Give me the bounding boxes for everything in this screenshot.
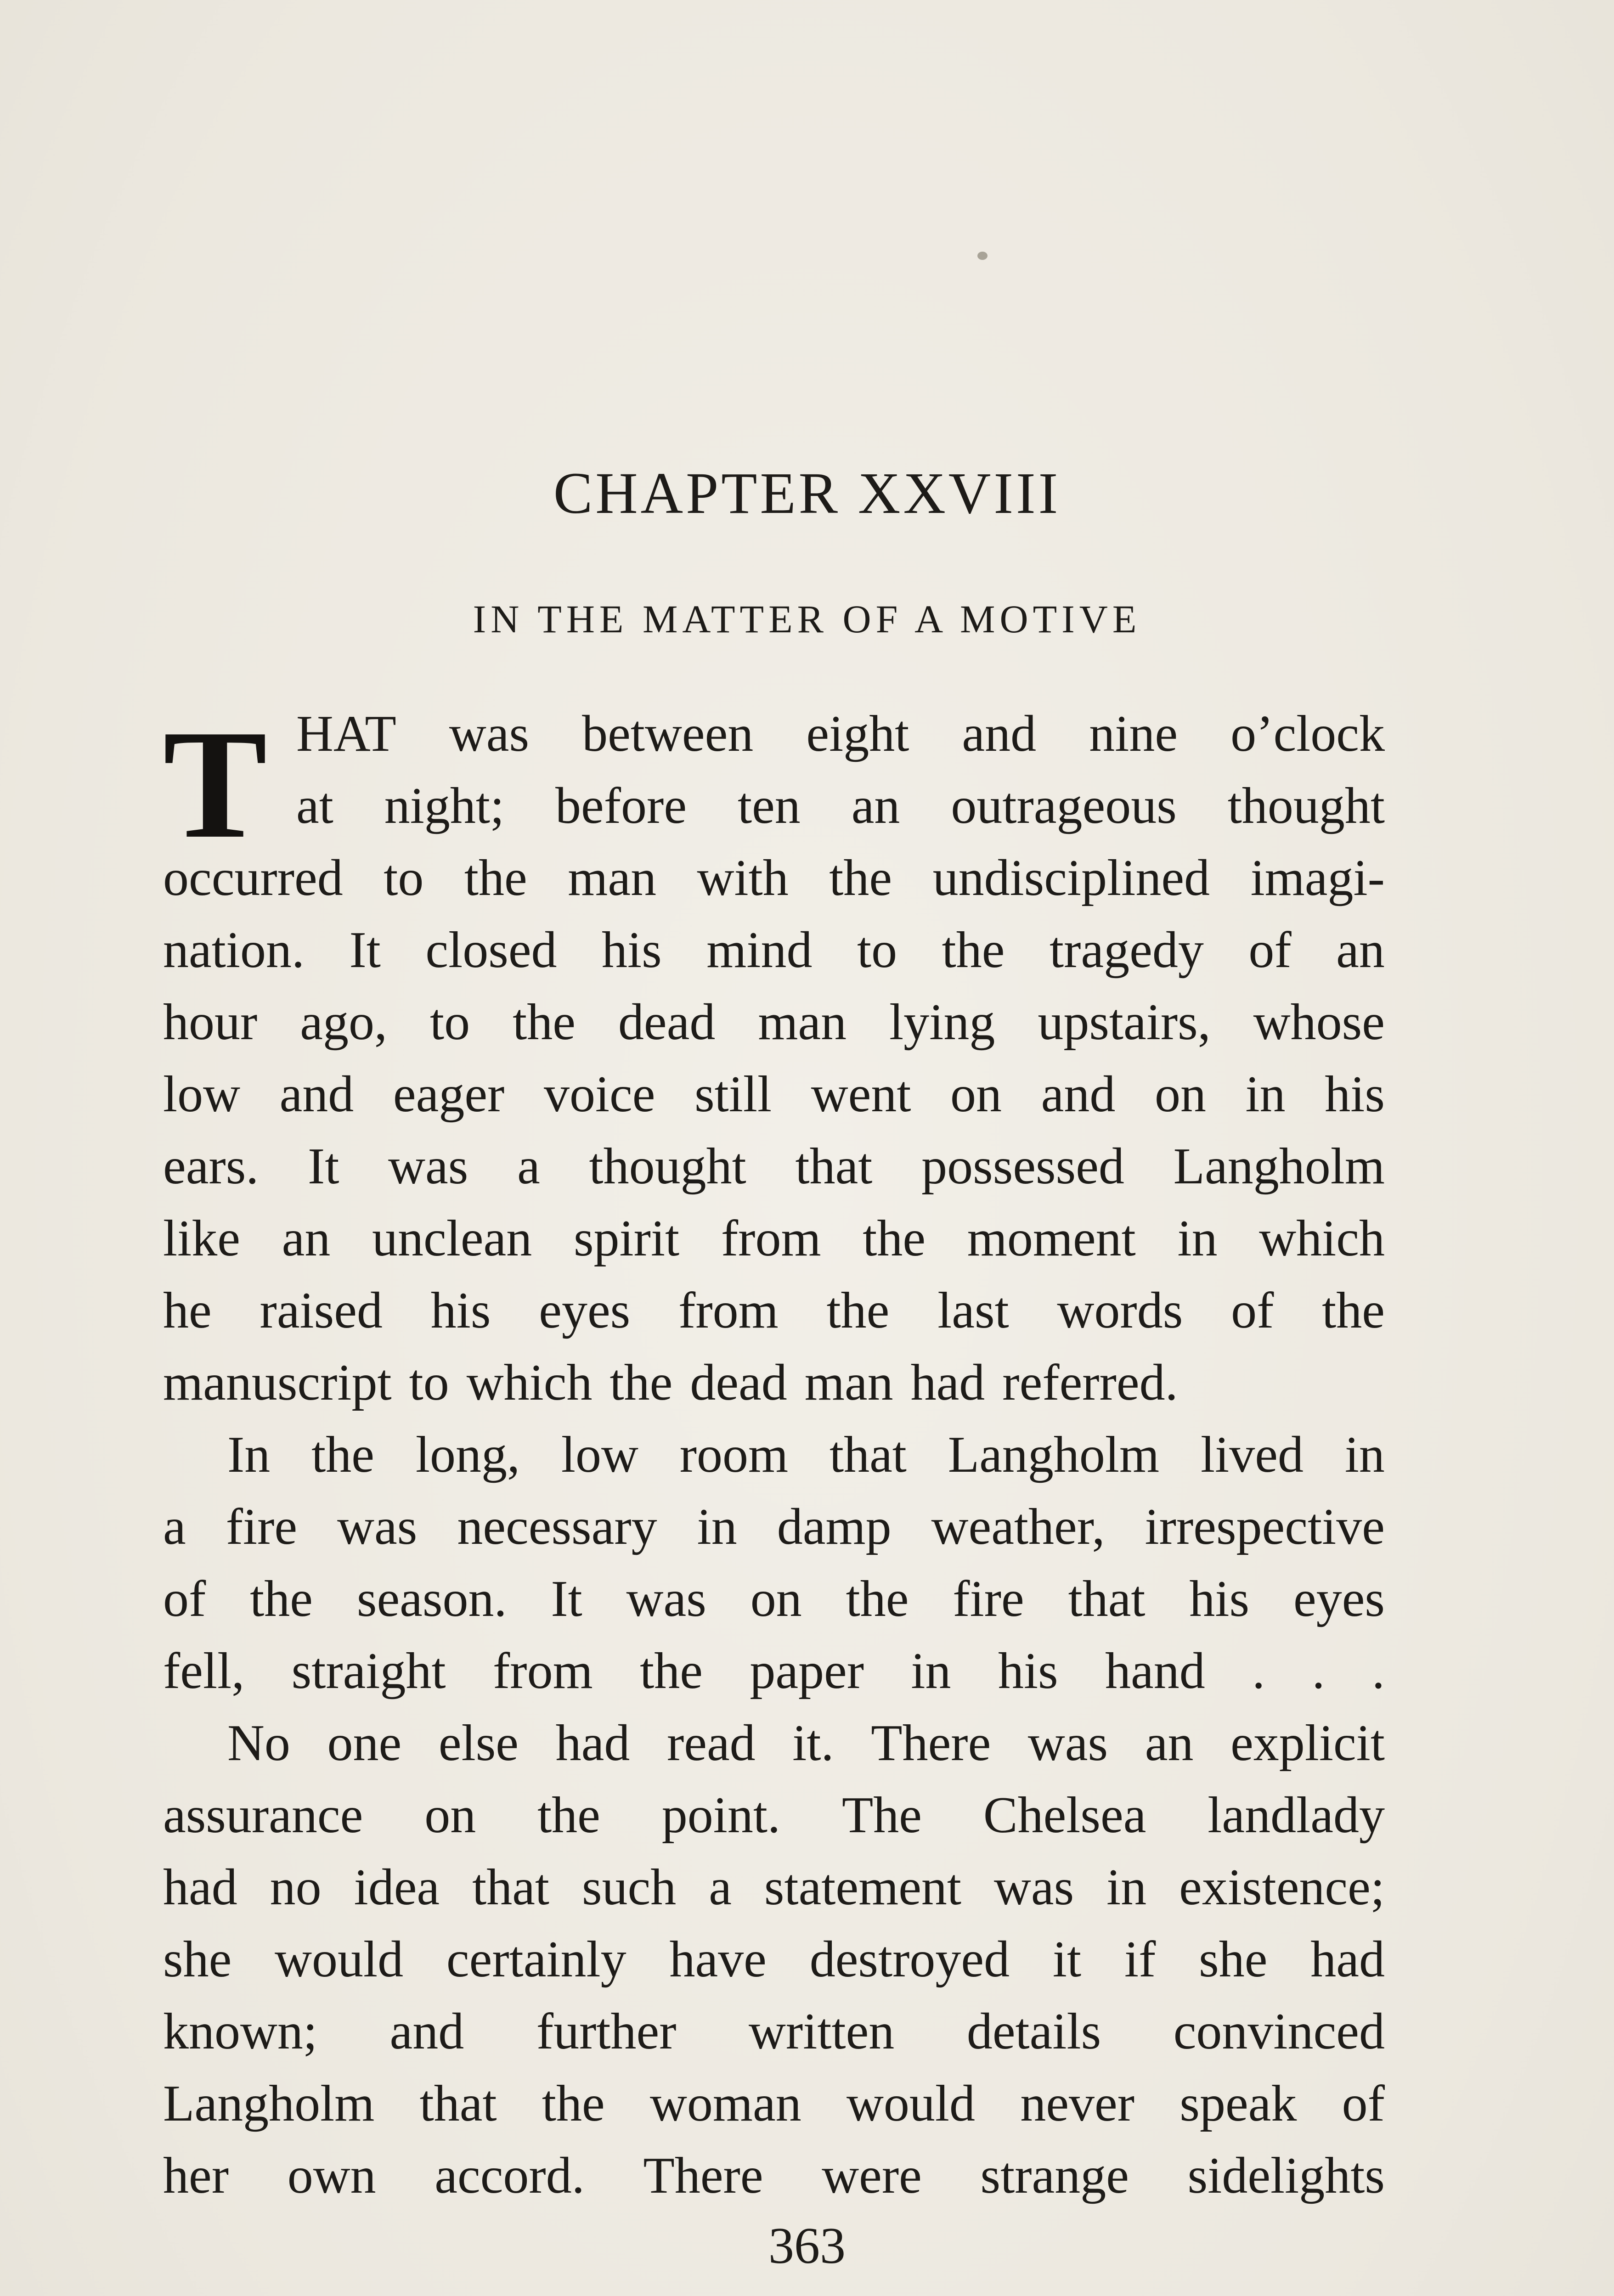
word: It [551, 1570, 582, 1627]
word: his [602, 922, 662, 979]
word: at [296, 777, 333, 834]
word: explicit [1230, 1715, 1385, 1772]
text-line [163, 770, 1385, 842]
word: of [163, 1570, 206, 1627]
word: the [464, 850, 527, 906]
word: to [857, 922, 897, 979]
text-line [163, 1058, 1385, 1131]
word: raised [260, 1282, 383, 1339]
word: and [962, 705, 1037, 762]
word: In [227, 1426, 271, 1483]
word: . [1371, 1643, 1385, 1699]
word: that [795, 1138, 873, 1195]
word: whose [1253, 994, 1385, 1051]
word: eyes [1293, 1570, 1385, 1627]
word: that [1068, 1570, 1146, 1627]
word: an [282, 1210, 331, 1267]
text-line [163, 1563, 1385, 1635]
word: Langholm [1173, 1138, 1385, 1195]
word: else [438, 1715, 519, 1772]
word: from [721, 1210, 821, 1267]
word: from [492, 1643, 593, 1699]
word: like [163, 1210, 240, 1267]
paper-speck [977, 252, 988, 260]
chapter-subtitle: IN THE MATTER OF A MOTIVE [473, 597, 1141, 641]
word: his [998, 1643, 1058, 1699]
word: woman [650, 2075, 801, 2132]
word: man [758, 994, 847, 1051]
word: in [1344, 1426, 1385, 1483]
word: such [581, 1859, 677, 1916]
text-line: manuscript to which the dead man had referred. [163, 1354, 1178, 1411]
word: have [669, 1931, 767, 1988]
word: the [829, 850, 892, 906]
word: that [829, 1426, 907, 1483]
word: thought [589, 1138, 746, 1195]
word: it [1052, 1931, 1082, 1988]
word: outrageous [951, 777, 1177, 834]
word: necessary [457, 1498, 657, 1555]
text-line [163, 1779, 1385, 1851]
word: no [270, 1859, 322, 1916]
word: a [709, 1859, 732, 1916]
text-line [163, 1707, 1385, 1779]
word: words [1057, 1282, 1183, 1339]
word: the [826, 1282, 890, 1339]
word: upstairs, [1038, 994, 1211, 1051]
word: would [275, 1931, 404, 1988]
word: an [1145, 1715, 1194, 1772]
word: There [871, 1715, 991, 1772]
word: his [430, 1282, 491, 1339]
word: paper [750, 1643, 864, 1699]
word: undisciplined [932, 850, 1210, 906]
text-line [163, 914, 1385, 986]
word: her [163, 2147, 229, 2204]
word: thought [1227, 777, 1385, 834]
word: on [424, 1787, 476, 1844]
text-line [163, 1419, 1385, 1491]
word: accord. [435, 2147, 585, 2204]
word: occurred [163, 850, 343, 906]
word: man [568, 850, 657, 906]
word: hour [163, 994, 258, 1051]
word: on [950, 1066, 1002, 1123]
word: on [750, 1570, 802, 1627]
text-line [163, 986, 1385, 1058]
word: an [851, 777, 900, 834]
word: sidelights [1187, 2147, 1385, 2204]
chapter-title: CHAPTER XXVIII [553, 461, 1061, 526]
word: destroyed [809, 1931, 1010, 1988]
word: irrespective [1145, 1498, 1385, 1555]
word: the [942, 922, 1005, 979]
word: assurance [163, 1787, 363, 1844]
text-line [163, 1851, 1385, 1924]
word: last [937, 1282, 1009, 1339]
word: speak [1179, 2075, 1297, 2132]
word: the [846, 1570, 909, 1627]
word: certainly [446, 1931, 626, 1988]
word: details [966, 2003, 1101, 2060]
word: had [163, 1859, 237, 1916]
word: low [561, 1426, 638, 1483]
text-line [163, 1203, 1385, 1275]
word: ago, [300, 994, 387, 1051]
word: ten [737, 777, 801, 834]
word: idea [354, 1859, 440, 1916]
word: fire [226, 1498, 298, 1555]
word: It [349, 922, 381, 979]
word: went [811, 1066, 911, 1123]
text-line [163, 842, 1385, 914]
word: nine [1089, 705, 1178, 762]
word: ears. [163, 1138, 259, 1195]
word: the [1322, 1282, 1385, 1339]
word: eight [806, 705, 909, 762]
word: was [626, 1570, 706, 1627]
word: to [429, 994, 470, 1051]
word: mind [706, 922, 813, 979]
word: room [679, 1426, 789, 1483]
word: in [1177, 1210, 1218, 1267]
word: the [250, 1570, 313, 1627]
word: It [308, 1138, 339, 1195]
word: in [1106, 1859, 1147, 1916]
word: was [337, 1498, 418, 1555]
word: had [555, 1715, 630, 1772]
word: lived [1201, 1426, 1304, 1483]
text-line [163, 1275, 1385, 1347]
word: o’clock [1230, 705, 1385, 762]
text-line [163, 2068, 1385, 2140]
word: if [1124, 1931, 1156, 1988]
word: landlady [1208, 1787, 1385, 1844]
word: of [1248, 922, 1292, 979]
word: imagi- [1250, 850, 1385, 906]
word: between [582, 705, 754, 762]
text-line [163, 1491, 1385, 1563]
text-line [163, 2140, 1385, 2212]
word: Langholm [163, 2075, 375, 2132]
word: tragedy [1050, 922, 1204, 979]
word: to [384, 850, 424, 906]
word: nation. [163, 922, 305, 979]
text-line [163, 698, 1385, 770]
text-line [163, 1131, 1385, 1203]
word: was [449, 705, 530, 762]
word: had [1310, 1931, 1385, 1988]
word: convinced [1173, 2003, 1385, 2060]
word: in [697, 1498, 737, 1555]
text-line [163, 1635, 1385, 1707]
word: spirit [573, 1210, 680, 1267]
word: long, [415, 1426, 520, 1483]
word: own [287, 2147, 376, 2204]
word: that [419, 2075, 497, 2132]
word: before [555, 777, 687, 834]
text-line [163, 1924, 1385, 1996]
word: she [1199, 1931, 1268, 1988]
word: . [1312, 1643, 1325, 1699]
word: the [640, 1643, 703, 1699]
word: Langholm [948, 1426, 1160, 1483]
word: further [536, 2003, 677, 2060]
page-number: 363 [768, 2217, 846, 2274]
word: fell, [163, 1643, 245, 1699]
word: was [993, 1859, 1074, 1916]
word: point. [661, 1787, 780, 1844]
word: and [1041, 1066, 1116, 1123]
word: the [863, 1210, 926, 1267]
word: and [389, 2003, 464, 2060]
word: it. [792, 1715, 834, 1772]
word: strange [980, 2147, 1129, 2204]
word: possessed [921, 1138, 1124, 1195]
word: dead [618, 994, 716, 1051]
word: weather, [931, 1498, 1105, 1555]
word: statement [764, 1859, 962, 1916]
word: was [1027, 1715, 1108, 1772]
word: the [537, 1787, 600, 1844]
word: his [1189, 1570, 1250, 1627]
word: season. [356, 1570, 507, 1627]
word: one [327, 1715, 402, 1772]
word: never [1020, 2075, 1135, 2132]
word: the [542, 2075, 605, 2132]
word: his [1325, 1066, 1385, 1123]
word: There [643, 2147, 763, 2204]
word: known; [163, 2003, 317, 2060]
word: would [847, 2075, 976, 2132]
word: still [694, 1066, 772, 1123]
word: . [1252, 1643, 1265, 1699]
word: unclean [372, 1210, 532, 1267]
word: written [749, 2003, 895, 2060]
word: eager [393, 1066, 505, 1123]
word: hand [1105, 1643, 1205, 1699]
word: were [822, 2147, 922, 2204]
word: with [697, 850, 789, 906]
word: a [163, 1498, 186, 1555]
word: the [311, 1426, 374, 1483]
word: was [388, 1138, 468, 1195]
word: of [1231, 1282, 1274, 1339]
word: lying [889, 994, 995, 1051]
word: voice [543, 1066, 655, 1123]
word: which [1259, 1210, 1385, 1267]
word: she [163, 1931, 232, 1988]
word: on [1154, 1066, 1206, 1123]
word: The [841, 1787, 922, 1844]
word: of [1342, 2075, 1385, 2132]
word: from [678, 1282, 779, 1339]
word: he [163, 1282, 212, 1339]
word: night; [384, 777, 505, 834]
word: an [1336, 922, 1385, 979]
word: in [1245, 1066, 1286, 1123]
word: the [513, 994, 576, 1051]
word: No [227, 1715, 290, 1772]
word: closed [425, 922, 557, 979]
word: eyes [539, 1282, 631, 1339]
word: Chelsea [983, 1787, 1146, 1844]
word: that [472, 1859, 550, 1916]
word: in [911, 1643, 951, 1699]
word: a [517, 1138, 540, 1195]
word: moment [967, 1210, 1136, 1267]
body-text [163, 698, 1385, 2212]
word: straight [291, 1643, 446, 1699]
word: existence; [1179, 1859, 1385, 1916]
word: low [163, 1066, 240, 1123]
word: damp [777, 1498, 892, 1555]
word: fire [953, 1570, 1024, 1627]
word: read [666, 1715, 756, 1772]
text-line [163, 1996, 1385, 2068]
word: HAT [296, 705, 396, 762]
word: and [279, 1066, 354, 1123]
drop-cap: T [163, 698, 267, 871]
